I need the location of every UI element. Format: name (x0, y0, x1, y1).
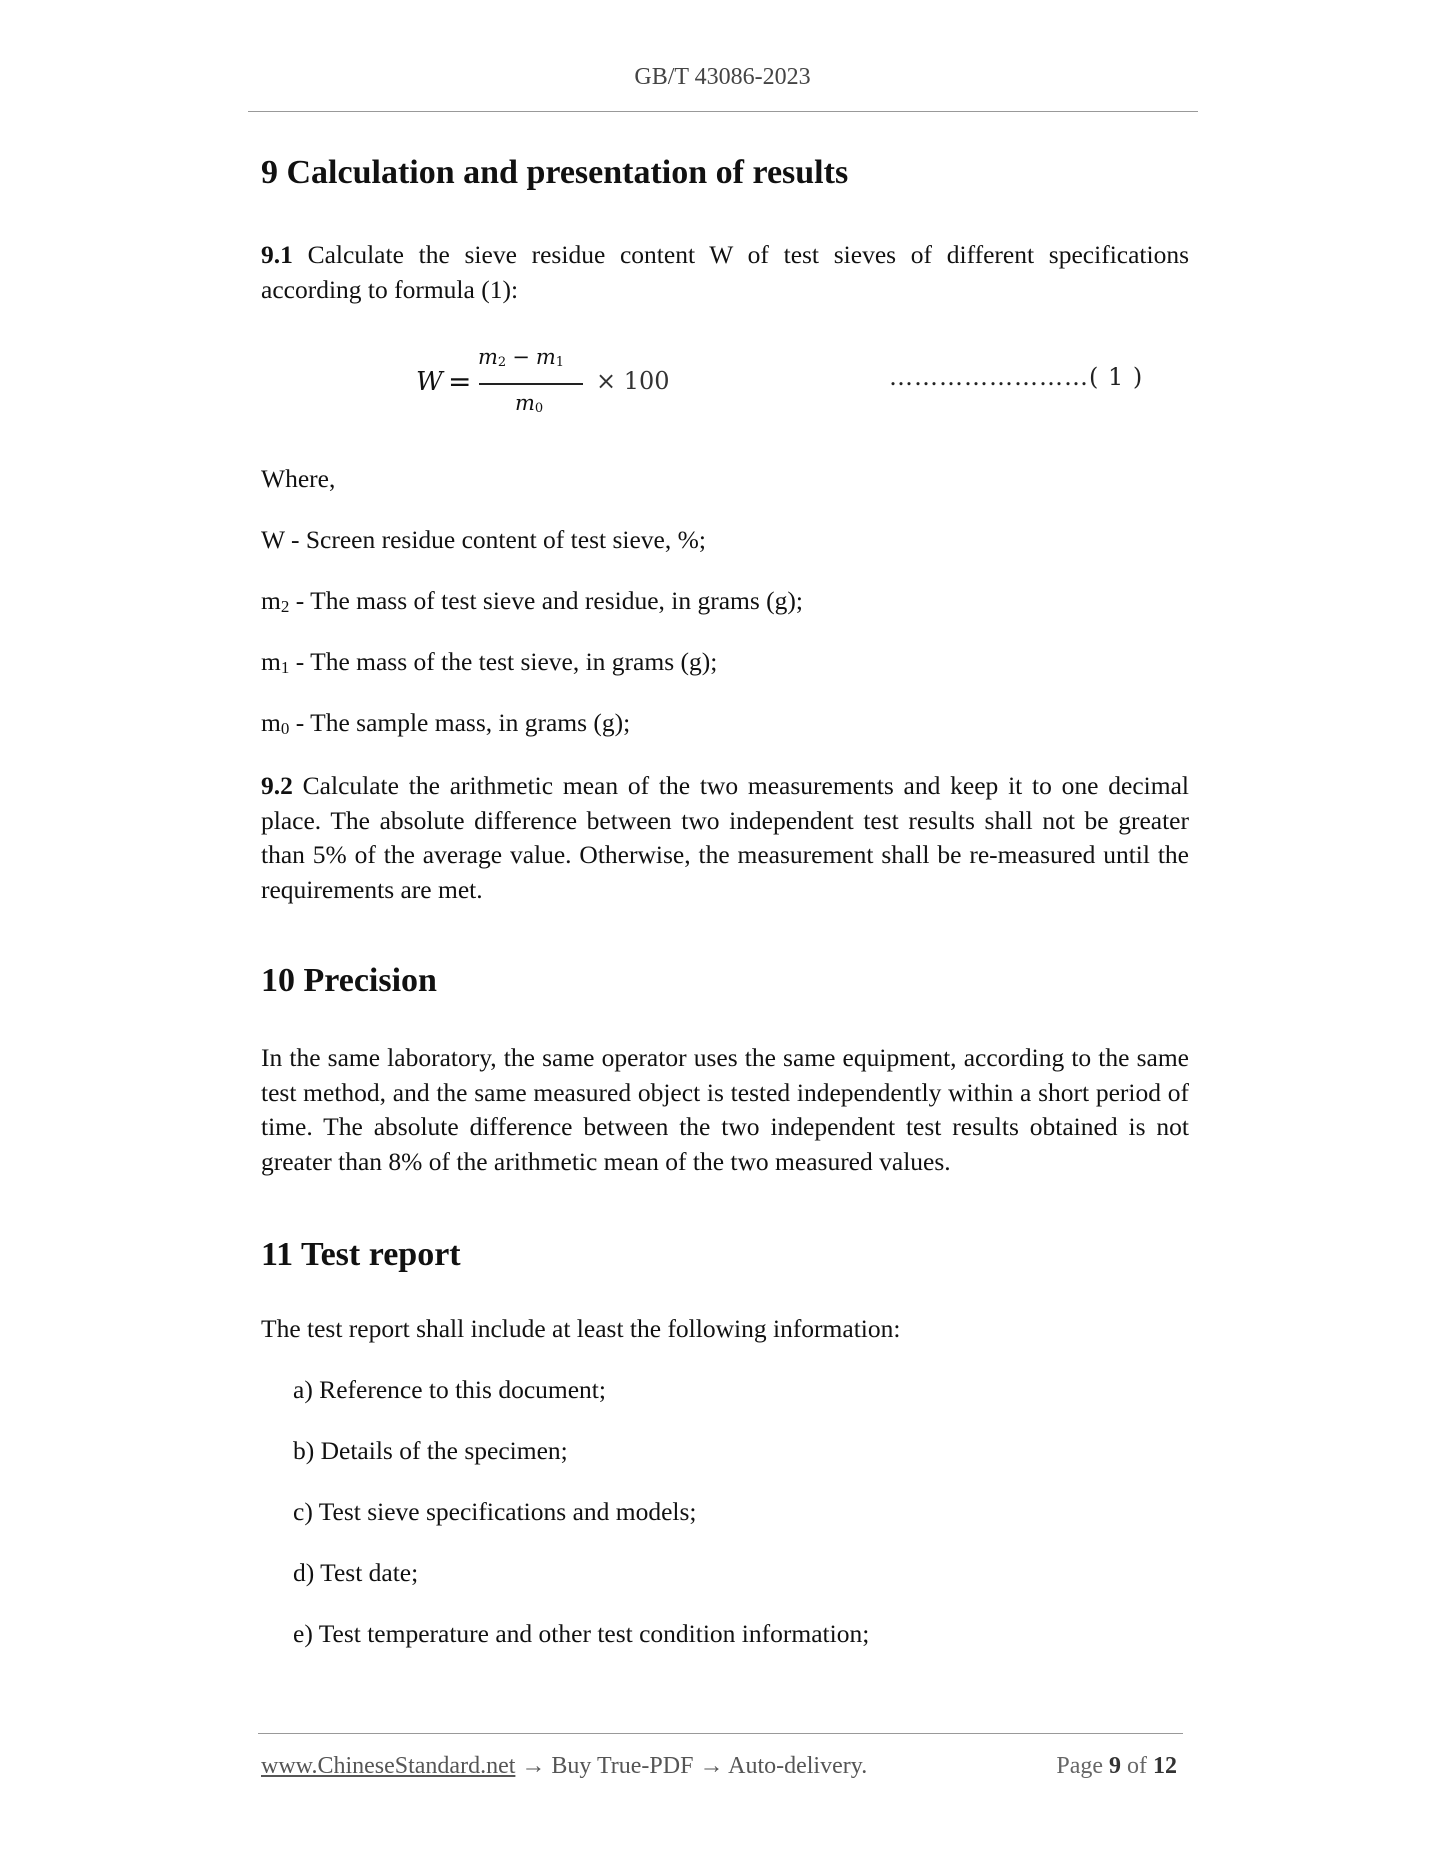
formula-1 (261, 345, 1189, 425)
test-report-intro: The test report shall include at least the following information: (261, 1314, 901, 1343)
definition-m2: $m_2$ - The mass of test sieve and residue, in grams (g); (261, 586, 803, 616)
page-number: 9 (1109, 1753, 1121, 1779)
list-item: a) Reference to this document; (293, 1375, 606, 1404)
formula-lhs: W (416, 367, 443, 397)
fraction-bar (479, 383, 583, 385)
paragraph-precision: In the same laboratory, the same operator uses the same equipment, according to the same test method, and the same measured object is tested independently within a short period of time. The absolute difference between the two independent test results obtained is not greater than 8% of the arithmetic mean of the two measured values. (261, 1043, 1189, 1177)
definition-m1: $m_1$ - The mass of the test sieve, in grams (g); (261, 647, 718, 677)
paragraph-text: Calculate the arithmetic mean of the two measurements and keep it to one decimal place. The absolute difference between two independent test results shall not be greater than 5% of the average value. Otherwise, the measurement shall be re-measured until the requirements are met. (261, 771, 1189, 905)
paragraph-9-2 (261, 769, 1189, 908)
formula-reference: ……………………( 1 ) (889, 363, 1144, 391)
header-doc-id: GB/T 43086-2023 (634, 64, 811, 90)
list-item: d) Test date; (293, 1558, 419, 1587)
website-link[interactable]: www.ChineseStandard.net (261, 1753, 516, 1779)
clause-number: 9.1 (261, 240, 293, 269)
formula-numerator: m2 − m1 (478, 345, 565, 370)
formula-equals: = (448, 365, 472, 398)
section-11-heading: 11 Test report (261, 1236, 461, 1273)
list-item: b) Details of the specimen; (293, 1436, 568, 1465)
page-total: 12 (1153, 1753, 1177, 1779)
list-item: e) Test temperature and other test condition information; (293, 1619, 870, 1648)
footer-rule (258, 1733, 1183, 1734)
footer-promo (261, 1753, 867, 1780)
clause-number: 9.2 (261, 771, 293, 800)
definition-w: W - Screen residue content of test sieve, %; (261, 525, 706, 554)
footer-tail: → Buy True-PDF → Auto-delivery. (515, 1753, 868, 1779)
formula-multiplier: × 100 (596, 367, 670, 395)
page-indicator: Page 9 of 12 (1056, 1753, 1177, 1779)
section-10-heading: 10 Precision (261, 962, 437, 999)
list-item: c) Test sieve specifications and models; (293, 1497, 697, 1526)
definition-m0: $m_0$ - The sample mass, in grams (g); (261, 708, 631, 738)
header-rule (248, 111, 1198, 112)
paragraph-9-1 (261, 238, 1189, 307)
paragraph-text: Calculate the sieve residue content W of test sieves of different specifications according to formula (1): (261, 240, 1190, 304)
formula-denominator: m0 (515, 391, 544, 416)
where-label: Where, (261, 464, 336, 493)
section-9-heading: 9 Calculation and presentation of results (261, 154, 849, 191)
